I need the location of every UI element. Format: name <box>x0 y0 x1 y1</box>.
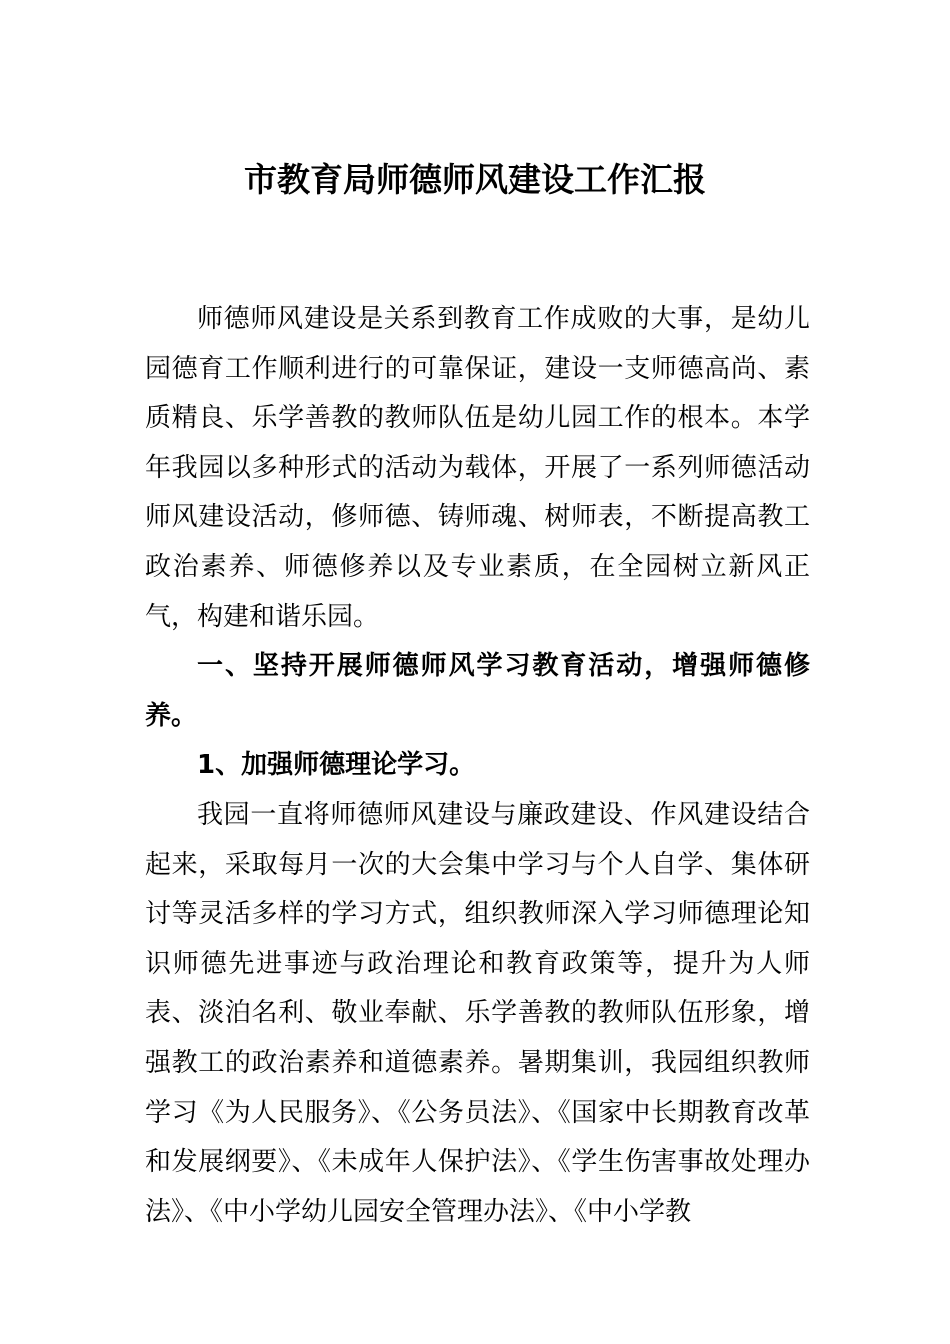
body-paragraph: 我园一直将师德师风建设与廉政建设、作风建设结合起来，采取每月一次的大会集中学习与个人自学、集体研讨等灵活多样的学习方式，组织教师深入学习师德理论知识师德先进事迹与政治理论和教育政策等，提升为人师表、淡泊名利、敬业奉献、乐学善教的教师队伍形象，增强教工的政治素养和道德素养。暑期集训，我园组织教师学习《为人民服务》、《公务员法》、《国家中长期教育改革和发展纲要》、《未成年人保护法》、《学生伤害事故处理办法》、《中小学幼儿园安全管理办法》、《中小学教 <box>145 799 810 1227</box>
document-body <box>145 295 810 1237</box>
subsection-heading-1-1: 1、加强师德理论学习。 <box>197 750 476 781</box>
intro-paragraph: 师德师风建设是关系到教育工作成败的大事，是幼儿园德育工作顺利进行的可靠保证，建设一支师德高尚、素质精良、乐学善教的教师队伍是幼儿园工作的根本。本学年我园以多种形式的活动为载体，开展了一系列师德活动师风建设活动，修师德、铸师魂、树师表，不断提高教工政治素养、师德修养以及专业素质，在全园树立新风正气，构建和谐乐园。 <box>145 304 810 632</box>
section-heading-1: 一、坚持开展师德师风学习教育活动，增强师德修养。 <box>145 651 810 731</box>
document-title: 市教育局师德师风建设工作汇报 <box>244 160 706 199</box>
